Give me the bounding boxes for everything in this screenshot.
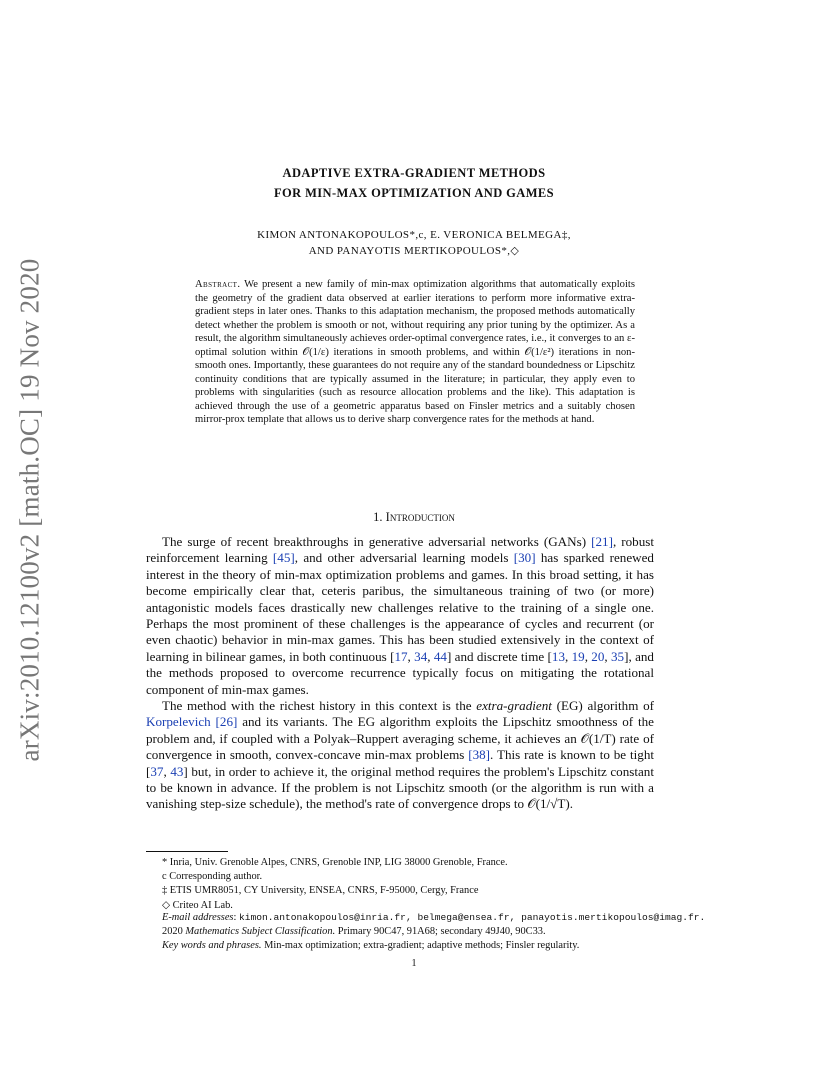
footnote-affiliation-4 bbox=[162, 899, 682, 911]
citation-link[interactable]: 37 bbox=[150, 763, 164, 779]
paragraph-2-text-run: , bbox=[163, 763, 171, 779]
paper-title-line-1: ADAPTIVE EXTRA-GRADIENT METHODS bbox=[282, 166, 546, 180]
msc-label: Mathematics Subject Classification. bbox=[185, 926, 336, 937]
paper-title-line-2: FOR MIN-MAX OPTIMIZATION AND GAMES bbox=[273, 186, 555, 200]
paragraph-1-text bbox=[146, 534, 654, 698]
paragraph-2-text-run: . This rate is known to be tight [ bbox=[146, 747, 654, 779]
email-label: E-mail addresses bbox=[162, 912, 234, 923]
footnote-affiliation-3 bbox=[162, 885, 682, 896]
paragraph-1-text-run: , bbox=[564, 648, 572, 664]
citation-link[interactable]: [26] bbox=[215, 714, 238, 730]
intro-paragraph-2 bbox=[146, 698, 654, 813]
affiliation-3-text: ‡ ETIS UMR8051, CY University, ENSEA, CNRS, F-95000, Cergy, France bbox=[162, 885, 479, 896]
section-number: 1. bbox=[373, 510, 383, 524]
keywords-text: Min-max optimization; extra-gradient; adaptive methods; Finsler regularity. bbox=[264, 940, 580, 951]
affiliation-1-text: * Inria, Univ. Grenoble Alpes, CNRS, Grenoble INP, LIG 38000 Grenoble, France. bbox=[162, 857, 508, 868]
authors-line-2: AND PANAYOTIS MERTIKOPOULOS*,◇ bbox=[308, 245, 520, 257]
msc-codes: Primary 90C47, 91A68; secondary 49J40, 90C33. bbox=[337, 926, 546, 937]
footnote-affiliation-1 bbox=[162, 857, 682, 868]
citation-link[interactable]: 13 bbox=[551, 648, 565, 664]
authors-line-1: KIMON ANTONAKOPOULOS*,c, E. VERONICA BELMEGA‡, bbox=[257, 229, 571, 241]
arxiv-stamp bbox=[10, 260, 50, 760]
paragraph-1-text-run: , bbox=[584, 648, 592, 664]
citation-link[interactable]: [30] bbox=[513, 550, 536, 566]
footnote-keywords bbox=[162, 940, 682, 951]
affiliation-2-text: c Corresponding author. bbox=[162, 871, 263, 882]
page-number: 1 bbox=[411, 958, 417, 969]
citation-link[interactable]: 34 bbox=[414, 648, 428, 664]
paragraph-1-text-run: ], and the methods proposed to overcome recurrence typically focus on mitigating the rotational component of min-max games. bbox=[146, 648, 654, 697]
intro-paragraph-1 bbox=[146, 534, 654, 698]
paragraph-2-text-run: ] but, in order to achieve it, the original method requires the problem's Lipschitz constant to be known in advance. If the problem is not Lipschitz smooth (or the algorithm is run with a vanishing step-size schedule), the method's rate of convergence drops to 𝒪(1/√T). bbox=[146, 763, 654, 812]
paragraph-1-text-run: has sparked renewed interest in the theory of min-max optimization problems and games. In this broad setting, it has become empirically clear that, ceteris paribus, the simultaneous training of two (or more) antagonistic models faces drastically new challenges relative to the training of a single one. Perhaps the most prominent of these challenges is the appearance of cycles and recurrent (or even chaotic) behavior in min-max games. This has been studied extensively in the context of learning in bilinear games, in both continuous [ bbox=[146, 550, 654, 664]
citation-link[interactable]: 35 bbox=[611, 648, 625, 664]
citation-link[interactable]: 44 bbox=[433, 648, 447, 664]
abstract bbox=[195, 278, 635, 427]
paragraph-2-text bbox=[146, 698, 654, 813]
citation-link[interactable]: 20 bbox=[591, 648, 605, 664]
msc-year: 2020 bbox=[162, 926, 183, 937]
email-addresses: kimon.antonakopoulos@inria.fr, belmega@ensea.fr, panayotis.mertikopoulos@imag.fr. bbox=[238, 912, 706, 923]
keywords-label: Key words and phrases. bbox=[162, 940, 262, 951]
citation-link[interactable]: 17 bbox=[394, 648, 408, 664]
abstract-text: We present a new family of min-max optimization algorithms that automatically exploits the geometry of the gradient data observed at earlier iterations to perform more informative extra-gradient steps in later ones. Thanks to this adaptation mechanism, the proposed methods automatically detect whether the problem is smooth or not, without requiring any prior tuning by the optimizer. As a result, the algorithm simultaneously achieves order-optimal convergence rates, i.e., it converges to an ε-optimal solution within 𝒪(1/ε) iterations in smooth problems, and within 𝒪(1/ε²) iterations in non-smooth ones. Importantly, these guarantees do not require any of the standard boundedness or Lipschitz continuity conditions that are typically assumed in the literature; in particular, they apply even to problems with singularities (such as resource allocation problems and the like). This adaptation is achieved through the use of a geometric apparatus based on Finsler metrics and a suitably chosen mirror-prox template that allows us to derive sharp convergence rates for the methods at hand. bbox=[195, 279, 635, 425]
paragraph-2-text-run: and its variants. The EG algorithm exploits the Lipschitz smoothness of the problem and, if coupled with a Polyak–Ruppert averaging scheme, it achieves an 𝒪(1/T) rate of convergence in smooth, convex-concave min-max problems bbox=[146, 714, 654, 763]
footnote-emails: E-mail addresses: kimon.antonakopoulos@inria.fr, belmega@ensea.fr, panayotis.mertikopoulos@imag.fr. bbox=[162, 912, 706, 923]
abstract-label: Abstract. bbox=[195, 279, 241, 290]
citation-link[interactable]: [21] bbox=[591, 534, 613, 549]
citation-link[interactable]: 19 bbox=[571, 648, 585, 664]
citation-link[interactable]: [45] bbox=[272, 550, 295, 566]
affiliation-4-text: ◇ Criteo AI Lab. bbox=[162, 900, 233, 911]
paragraph-1-text-run: , bbox=[604, 648, 611, 664]
paragraph-1-text-run: , bbox=[407, 648, 415, 664]
paragraph-1-text-run: , and other adversarial learning models bbox=[294, 550, 514, 566]
paragraph-1-text-run: The surge of recent breakthroughs in generative adversarial networks (GANs) bbox=[162, 534, 592, 549]
paragraph-1-text-run: , bbox=[427, 648, 434, 664]
footnote-msc bbox=[162, 926, 682, 937]
paragraph-2-text-run: (EG) algorithm of bbox=[551, 698, 654, 713]
paragraph-1-text-run: ] and discrete time [ bbox=[446, 648, 552, 664]
paragraph-2-text-run: The method with the richest history in this context is the bbox=[162, 698, 477, 713]
footnote-rule bbox=[146, 851, 228, 852]
section-heading bbox=[140, 510, 688, 525]
arxiv-stamp-text: arXiv:2010.12100v2 [math.OC] 19 Nov 2020 bbox=[14, 258, 45, 762]
paragraph-1-text-run: , robust reinforcement learning bbox=[146, 534, 654, 566]
paragraph-2-text-run: extra-gradient bbox=[476, 698, 552, 713]
section-title: Introduction bbox=[385, 510, 455, 524]
citation-link[interactable]: [38] bbox=[468, 747, 491, 763]
footnote-affiliation-2 bbox=[162, 871, 682, 882]
citation-link[interactable]: 43 bbox=[170, 763, 184, 779]
citation-link[interactable]: Korpelevich bbox=[146, 714, 211, 730]
